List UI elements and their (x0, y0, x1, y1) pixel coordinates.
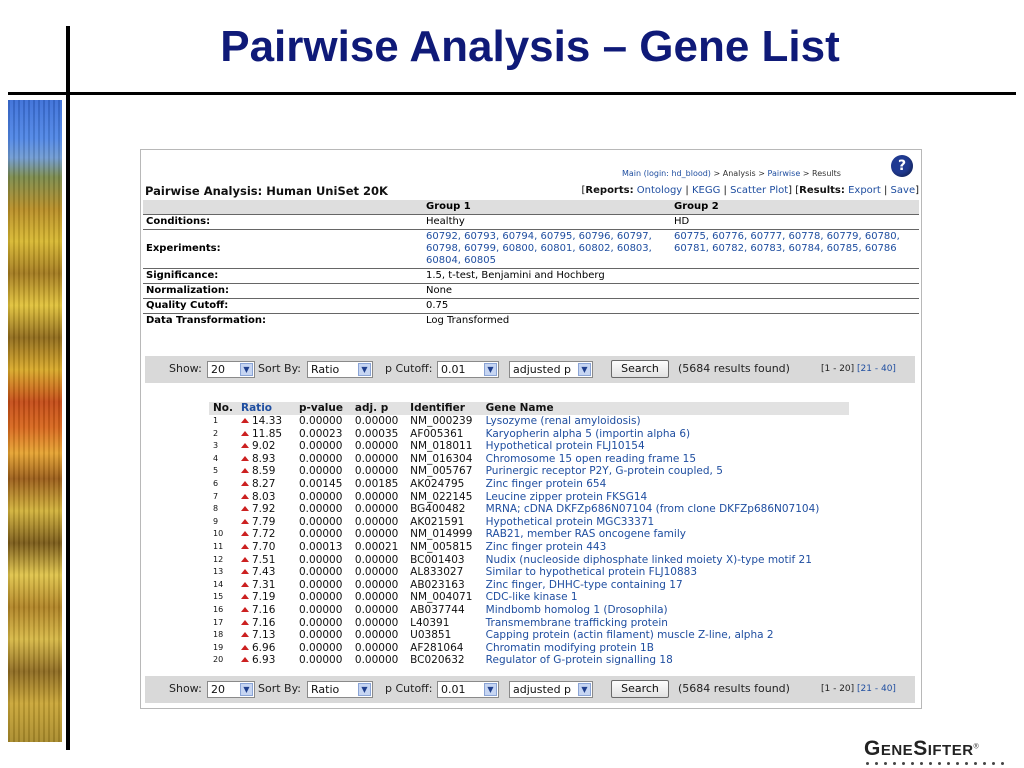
show-label: Show: (169, 682, 202, 695)
table-row (209, 491, 849, 504)
gene-name-link[interactable]: Zinc finger, DHHC-type containing 17 (485, 578, 683, 591)
ratio-value (237, 428, 295, 441)
save-link[interactable]: Save (890, 185, 916, 196)
gene-name-link[interactable]: Mindbomb homolog 1 (Drosophila) (485, 603, 668, 616)
ratio-value (237, 579, 295, 592)
up-arrow-icon (241, 531, 249, 536)
ratio-number: 8.27 (252, 477, 276, 490)
significance-value: 1.5, t-test, Benjamini and Hochberg (423, 269, 919, 284)
p-cutoff-label: p Cutoff: (385, 362, 433, 375)
show-select[interactable] (207, 681, 255, 698)
table-row (209, 579, 849, 592)
gene-name-link[interactable]: Zinc finger protein 443 (485, 540, 607, 553)
breadcrumb-sep: > (710, 169, 723, 178)
up-arrow-icon (241, 519, 249, 524)
p-value: 0.00000 (299, 578, 343, 591)
ratio-number: 7.70 (252, 540, 276, 553)
ratio-value (237, 453, 295, 466)
report-links (582, 185, 919, 196)
identifier: U03851 (410, 629, 452, 642)
table-row (209, 642, 849, 655)
table-row (209, 503, 849, 516)
ratio-value (237, 465, 295, 478)
analysis-header (143, 184, 919, 200)
quality-cutoff-value: 0.75 (423, 299, 919, 314)
ratio-number: 11.85 (252, 427, 283, 440)
chevron-down-icon: ▼ (358, 363, 371, 376)
up-arrow-icon (241, 657, 249, 662)
adj-p-value: 0.00000 (354, 566, 399, 579)
ratio-value (237, 528, 295, 541)
column-header: No. (209, 402, 237, 415)
identifier: NM_005767 (410, 465, 473, 478)
ratio-value (237, 554, 295, 567)
ratio-value (237, 591, 295, 604)
up-arrow-icon (241, 506, 249, 511)
group2-header: Group 2 (671, 200, 919, 215)
ratio-number: 6.96 (252, 641, 276, 654)
p-value: 0.00023 (299, 427, 343, 440)
identifier: L40391 (410, 616, 450, 629)
gene-name-link[interactable]: MRNA; cDNA DKFZp686N07104 (from clone DKFZp686N07104) (485, 503, 820, 516)
adj-p-value: 0.00000 (354, 603, 399, 616)
adj-p-value: 0.00000 (354, 654, 399, 667)
logo-trademark: ® (973, 743, 980, 751)
experiments-label: Experiments: (143, 230, 423, 269)
table-row (209, 528, 849, 541)
up-arrow-icon (241, 431, 249, 436)
results-count: (5684 results found) (678, 682, 790, 695)
row-number: 10 (213, 529, 224, 539)
identifier: NM_016304 (410, 452, 473, 465)
ratio-number: 7.51 (252, 553, 276, 566)
logo-letter: S (913, 737, 928, 760)
adj-p-value: 0.00000 (354, 515, 399, 528)
row-number: 12 (213, 554, 224, 564)
table-row (209, 440, 849, 453)
show-select-value: 20 (211, 683, 225, 696)
page-title: Pairwise Analysis: Human UniSet 20K (145, 184, 388, 198)
adjusted-p-value: adjusted p (513, 363, 572, 376)
gene-name-link[interactable]: Hypothetical protein FLJ10154 (485, 440, 645, 453)
breadcrumb-sep: > (800, 169, 813, 178)
up-arrow-icon (241, 594, 249, 599)
filter-bar-top (145, 356, 915, 383)
ratio-number: 8.03 (252, 490, 276, 503)
pagination (821, 364, 896, 374)
adj-p-value: 0.00000 (354, 553, 399, 566)
row-number: 8 (213, 504, 219, 514)
show-select[interactable] (207, 361, 255, 378)
p-value: 0.00000 (299, 503, 343, 516)
column-header[interactable]: Identifier (406, 402, 482, 415)
chevron-down-icon: ▼ (484, 683, 497, 696)
row-number: 14 (213, 579, 224, 589)
conditions-group2: HD (671, 215, 919, 230)
gene-name-link[interactable]: Nudix (nucleoside diphosphate linked moiety X)-type motif 21 (485, 553, 812, 566)
breadcrumb-analysis: Analysis (722, 169, 756, 178)
p-value: 0.00000 (299, 415, 343, 427)
identifier: NM_000239 (410, 415, 473, 427)
adjusted-p-select[interactable] (509, 681, 593, 698)
significance-label: Significance: (143, 269, 423, 284)
chevron-down-icon: ▼ (484, 363, 497, 376)
chevron-down-icon: ▼ (240, 683, 253, 696)
show-select-value: 20 (211, 363, 225, 376)
up-arrow-icon (241, 456, 249, 461)
column-header[interactable]: Gene Name (482, 402, 849, 415)
adj-p-value: 0.00035 (354, 427, 399, 440)
ratio-value (237, 566, 295, 579)
row-number: 4 (213, 453, 219, 463)
table-row (209, 428, 849, 441)
row-number: 7 (213, 491, 219, 501)
identifier: BC001403 (410, 553, 465, 566)
table-row (209, 654, 849, 667)
page-next-link[interactable]: [21 - 40] (857, 684, 896, 694)
breadcrumb (622, 169, 841, 178)
p-value: 0.00000 (299, 515, 343, 528)
search-button[interactable]: Search (611, 680, 669, 698)
analysis-info-table (143, 200, 919, 328)
ratio-value (237, 604, 295, 617)
up-arrow-icon (241, 544, 249, 549)
normalization-value: None (423, 284, 919, 299)
p-value: 0.00000 (299, 603, 343, 616)
adj-p-value: 0.00000 (354, 641, 399, 654)
logo-letters: IFTER (927, 742, 974, 759)
ratio-number: 7.19 (252, 591, 276, 604)
table-row (209, 617, 849, 630)
results-table (209, 402, 849, 667)
filter-bar-bottom (145, 676, 915, 703)
ratio-value (237, 440, 295, 453)
sort-by-value: Ratio (311, 683, 340, 696)
link-separator: | (720, 185, 731, 196)
row-number: 5 (213, 466, 219, 476)
row-number: 6 (213, 478, 219, 488)
identifier: AB037744 (410, 603, 465, 616)
experiments-group2[interactable]: 60775, 60776, 60777, 60778, 60779, 60780, 60781, 60782, 60783, 60784, 60785, 60786 (671, 230, 919, 269)
row-number: 3 (213, 441, 219, 451)
show-label: Show: (169, 362, 202, 375)
adj-p-value: 0.00000 (354, 415, 399, 427)
gene-name-link[interactable]: Chromosome 15 open reading frame 15 (485, 452, 697, 465)
ratio-number: 7.92 (252, 503, 276, 516)
sort-by-value: Ratio (311, 363, 340, 376)
ratio-number: 6.93 (252, 654, 276, 667)
identifier: AF005361 (410, 427, 464, 440)
adjusted-p-value: adjusted p (513, 683, 572, 696)
export-link[interactable]: Export (848, 185, 881, 196)
chevron-down-icon: ▼ (240, 363, 253, 376)
link-separator: | (880, 185, 891, 196)
help-icon[interactable]: ? (891, 155, 913, 177)
up-arrow-icon (241, 620, 249, 625)
group1-header: Group 1 (423, 200, 671, 215)
app-screenshot (140, 149, 922, 709)
p-value: 0.00000 (299, 490, 343, 503)
vertical-divider (66, 26, 70, 750)
adj-p-value: 0.00000 (354, 578, 399, 591)
ratio-number: 7.13 (252, 629, 276, 642)
bracket: ] (788, 185, 793, 196)
up-arrow-icon (241, 468, 249, 473)
adj-p-value: 0.00021 (354, 540, 399, 553)
row-number: 20 (213, 655, 224, 665)
p-value: 0.00000 (299, 465, 343, 478)
quality-cutoff-label: Quality Cutoff: (143, 299, 423, 314)
table-row (209, 629, 849, 642)
gene-name-link[interactable]: Hypothetical protein MGC33371 (485, 515, 655, 528)
reports-label: Reports: (585, 185, 634, 196)
bracket: ] (915, 185, 919, 196)
row-number: 18 (213, 630, 224, 640)
up-arrow-icon (241, 582, 249, 587)
up-arrow-icon (241, 569, 249, 574)
p-cutoff-select[interactable] (437, 681, 499, 698)
horizontal-divider (8, 92, 1016, 95)
ontology-link[interactable]: Ontology (636, 185, 683, 196)
ratio-number: 7.16 (252, 616, 276, 629)
results-label: Results: (799, 185, 845, 196)
table-row (209, 453, 849, 466)
row-number: 11 (213, 541, 224, 551)
up-arrow-icon (241, 557, 249, 562)
row-number: 16 (213, 604, 224, 614)
gene-name-link[interactable]: Regulator of G-protein signalling 18 (485, 654, 673, 667)
page-next-link[interactable]: [21 - 40] (857, 364, 896, 374)
chevron-down-icon: ▼ (578, 683, 591, 696)
row-number: 17 (213, 617, 224, 627)
breadcrumb-main-link[interactable]: Main (login: hd_blood) (622, 169, 711, 178)
ratio-value (237, 541, 295, 554)
adj-p-value: 0.00000 (354, 616, 399, 629)
logo-dots (864, 762, 1024, 765)
gene-name-link[interactable]: Leucine zipper protein FKSG14 (485, 490, 648, 503)
autumn-trees-image (8, 100, 62, 742)
up-arrow-icon (241, 645, 249, 650)
sort-by-select[interactable] (307, 681, 373, 698)
page-current: [1 - 20] (821, 684, 855, 694)
p-value: 0.00000 (299, 629, 343, 642)
ratio-value (237, 654, 295, 667)
identifier: AK021591 (410, 515, 465, 528)
kegg-link[interactable]: KEGG (691, 185, 721, 196)
sort-by-label: Sort By: (258, 362, 302, 375)
row-number: 19 (213, 642, 224, 652)
up-arrow-icon (241, 418, 249, 423)
chevron-down-icon: ▼ (578, 363, 591, 376)
ratio-number: 7.43 (252, 566, 276, 579)
up-arrow-icon (241, 632, 249, 637)
bracket: [ (581, 185, 586, 196)
ratio-number: 8.93 (252, 452, 276, 465)
breadcrumb-sep: > (755, 169, 768, 178)
ratio-value (237, 491, 295, 504)
identifier: AF281064 (410, 641, 464, 654)
table-row (209, 541, 849, 554)
logo-letters: ENE (880, 742, 914, 759)
ratio-number: 7.31 (252, 578, 276, 591)
ratio-number: 9.02 (252, 440, 276, 453)
identifier: AK024795 (410, 477, 465, 490)
row-number: 15 (213, 592, 224, 602)
identifier: AL833027 (410, 566, 464, 579)
pagination (821, 684, 896, 694)
p-cutoff-select[interactable] (437, 361, 499, 378)
breadcrumb-pairwise-link[interactable]: Pairwise (767, 169, 801, 178)
gene-name-link[interactable]: RAB21, member RAS oncogene family (485, 528, 686, 541)
adj-p-value: 0.00185 (354, 477, 399, 490)
ratio-value (237, 415, 295, 428)
p-value: 0.00000 (299, 452, 343, 465)
gene-name-link[interactable]: Purinergic receptor P2Y, G-protein coupled, 5 (485, 465, 723, 478)
table-row (209, 415, 849, 428)
page-current: [1 - 20] (821, 364, 855, 374)
p-value: 0.00013 (299, 540, 343, 553)
identifier: NM_022145 (410, 490, 473, 503)
identifier: NM_004071 (410, 591, 473, 604)
row-number: 9 (213, 516, 219, 526)
row-number: 2 (213, 428, 219, 438)
adj-p-value: 0.00000 (354, 503, 399, 516)
search-button[interactable]: Search (611, 360, 669, 378)
ratio-number: 7.16 (252, 603, 276, 616)
column-header[interactable]: p-value (295, 402, 351, 415)
gene-name-link[interactable]: Transmembrane trafficking protein (485, 616, 668, 629)
adj-p-value: 0.00000 (354, 465, 399, 478)
column-header[interactable]: adj. p (351, 402, 406, 415)
ratio-value (237, 642, 295, 655)
row-number: 1 (213, 416, 219, 425)
table-row (209, 604, 849, 617)
p-value: 0.00000 (299, 616, 343, 629)
logo-letter: G (864, 737, 881, 760)
row-number: 13 (213, 567, 224, 577)
ratio-value (237, 516, 295, 529)
identifier: BG400482 (410, 503, 466, 516)
transformation-value: Log Transformed (426, 315, 510, 326)
slide-title: Pairwise Analysis – Gene List (220, 22, 840, 71)
adj-p-value: 0.00000 (354, 629, 399, 642)
identifier: AB023163 (410, 578, 465, 591)
up-arrow-icon (241, 607, 249, 612)
conditions-label: Conditions: (143, 215, 423, 230)
p-value: 0.00000 (299, 641, 343, 654)
genesifter-logo (864, 737, 1024, 767)
identifier: NM_014999 (410, 528, 473, 541)
column-header-sorted[interactable]: Ratio (237, 402, 295, 415)
table-row (209, 516, 849, 529)
up-arrow-icon (241, 494, 249, 499)
adjusted-p-select[interactable] (509, 361, 593, 378)
ratio-number: 7.72 (252, 528, 276, 541)
p-value: 0.00000 (299, 528, 343, 541)
gene-name-link[interactable]: Capping protein (actin filament) muscle Z-line, alpha 2 (485, 629, 774, 642)
results-count: (5684 results found) (678, 362, 790, 375)
gene-name-link[interactable]: CDC-like kinase 1 (485, 591, 578, 604)
table-row (209, 566, 849, 579)
sort-by-select[interactable] (307, 361, 373, 378)
ratio-value (237, 503, 295, 516)
adj-p-value: 0.00000 (354, 440, 399, 453)
up-arrow-icon (241, 443, 249, 448)
p-cutoff-value: 0.01 (441, 363, 466, 376)
table-row (209, 478, 849, 491)
scatter-plot-link[interactable]: Scatter Plot (730, 185, 789, 196)
experiments-group1[interactable]: 60792, 60793, 60794, 60795, 60796, 60797, 60798, 60799, 60800, 60801, 60802, 60803, 60804, 60805 (423, 230, 671, 269)
normalization-label: Normalization: (143, 284, 423, 299)
ratio-value (237, 478, 295, 491)
chevron-down-icon: ▼ (358, 683, 371, 696)
link-separator: | (682, 185, 692, 196)
identifier: NM_005815 (410, 540, 473, 553)
gene-name-link[interactable]: Similar to hypothetical protein FLJ10883 (485, 566, 698, 579)
adj-p-value: 0.00000 (354, 452, 399, 465)
sort-by-label: Sort By: (258, 682, 302, 695)
p-value: 0.00000 (299, 654, 343, 667)
p-value: 0.00000 (299, 591, 343, 604)
transformation-label: Data Transformation: (146, 315, 267, 326)
adj-p-value: 0.00000 (354, 490, 399, 503)
identifier: BC020632 (410, 654, 465, 667)
table-row (209, 465, 849, 478)
up-arrow-icon (241, 481, 249, 486)
ratio-number: 14.33 (252, 415, 283, 427)
p-cutoff-label: p Cutoff: (385, 682, 433, 695)
table-row (209, 591, 849, 604)
adj-p-value: 0.00000 (354, 591, 399, 604)
p-cutoff-value: 0.01 (441, 683, 466, 696)
gene-name-link[interactable]: Lysozyme (renal amyloidosis) (485, 415, 641, 427)
ratio-value (237, 617, 295, 630)
ratio-value (237, 629, 295, 642)
p-value: 0.00000 (299, 566, 343, 579)
breadcrumb-results: Results (812, 169, 841, 178)
identifier: NM_018011 (410, 440, 473, 453)
gene-name-link[interactable]: Karyopherin alpha 5 (importin alpha 6) (485, 427, 691, 440)
p-value: 0.00145 (299, 477, 343, 490)
table-row (209, 554, 849, 567)
gene-name-link[interactable]: Chromatin modifying protein 1B (485, 641, 654, 654)
bracket: [ (795, 185, 800, 196)
ratio-number: 7.79 (252, 515, 276, 528)
adj-p-value: 0.00000 (354, 528, 399, 541)
p-value: 0.00000 (299, 553, 343, 566)
ratio-number: 8.59 (252, 465, 276, 478)
gene-name-link[interactable]: Zinc finger protein 654 (485, 477, 607, 490)
conditions-group1: Healthy (423, 215, 671, 230)
p-value: 0.00000 (299, 440, 343, 453)
